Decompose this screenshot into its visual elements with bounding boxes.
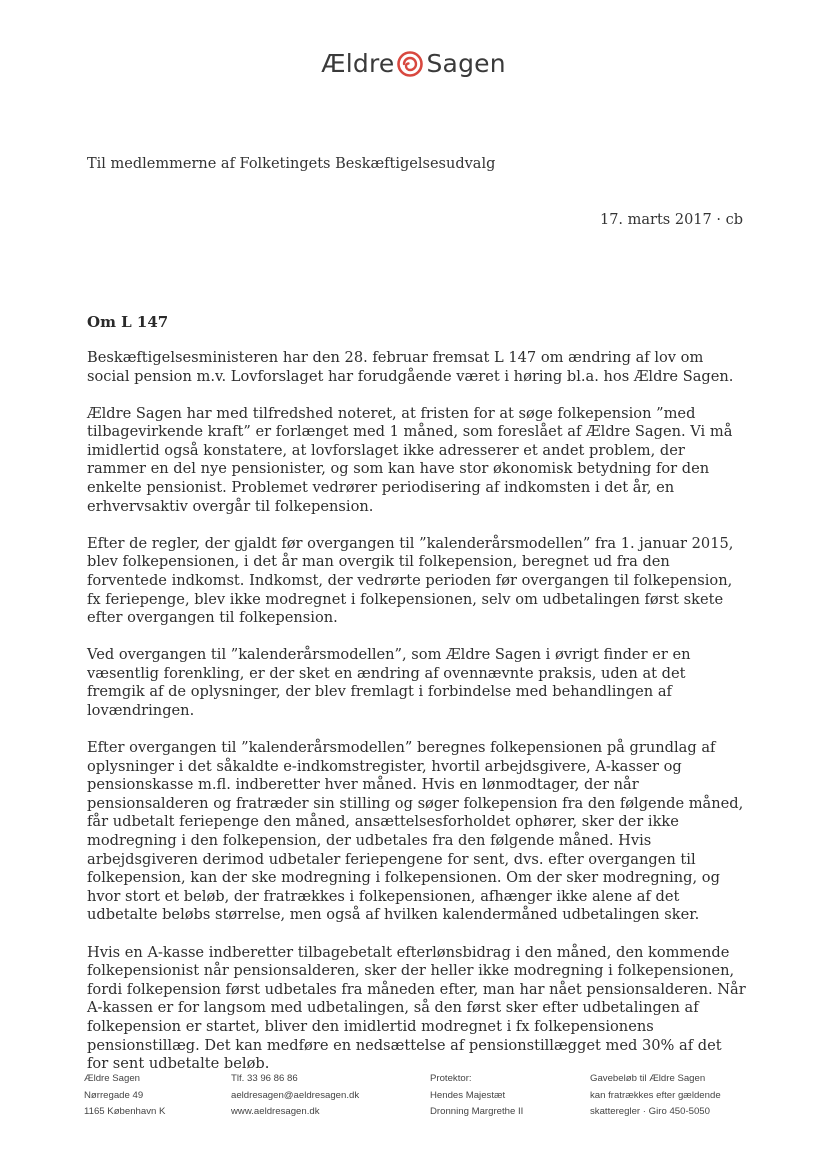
footer-contact	[231, 1071, 359, 1121]
footer-address	[84, 1071, 165, 1121]
paragraph: Efter overgangen til ”kalenderårsmodellen” beregnes folkepensionen på grundlag af oplysninger i det såkaldte e-indkomstregister, hvortil arbejdsgivere, A-kasser og pensionskasse m.fl. indberetter hver måned. Hvis en lønmodtager, der når pensionsalderen og fratræder sin stilling og søger folkepension fra den følgende måned, får udbetalt feriepenge den måned, ansættelsesforholdet ophører, sker der ikke modregning i den folkepension, der udbetales fra den følgende måned. Hvis arbejdsgiveren derimod udbetaler feriepengene for sent, dvs. efter overgangen til folkepension, kan der ske modregning i folkepensionen. Om der sker modregning, og hvor stort et beløb, der fratrækkes i folkepensionen, afhænger ikke alene af det udbetalte beløbs størrelse, men også af hvilken kalendermåned udbetalingen sker.	[87, 739, 744, 924]
footer-line: Ældre Sagen	[84, 1073, 140, 1084]
footer-email-link[interactable]: aeldresagen@aeldresagen.dk	[231, 1089, 360, 1101]
paragraph: Beskæftigelsesministeren har den 28. februar fremsat L 147 om ændring af lov om social pension m.v. Lovforslaget har forudgående været i høring bl.a. hos Ældre Sagen.	[87, 349, 734, 385]
logo-text-right: Sagen	[426, 49, 506, 78]
footer-line: Protektor:	[430, 1073, 472, 1084]
footer-line: Hendes Majestæt	[430, 1089, 506, 1101]
paragraph: Ældre Sagen har med tilfredshed noteret, at fristen for at søge folkepension ”med tilbagevirkende kraft” er forlænget med 1 måned, som foreslået af Ældre Sagen. Vi må imidlertid også konstatere, at lovforslaget ikke adresserer et andet problem, der rammer en del nye pensionister, og som kan have stor økonomisk betydning for den enkelte pensionist. Problemet vedrører periodisering af indkomsten i det år, en erhvervsaktiv overgår til folkepension.	[87, 404, 733, 515]
footer-line: skatteregler · Giro 450-5050	[590, 1106, 710, 1117]
footer-line: Gavebeløb til Ældre Sagen	[590, 1073, 706, 1084]
paragraph: Hvis en A-kasse indberetter tilbagebetalt efterlønsbidrag i den måned, den kommende folkepensionist når pensionsalderen, sker der heller ikke modregning i folkepensionen, fordi folkepension først udbetales fra måneden efter, man har nået pensionsalderen. Når A-kassen er for langsom med udbetalingen, så den først sker efter udbetalingen af folkepension er startet, bliver den imidlertid modregnet i fx folkepensionens pensionstillæg. Det kan medføre en nedsættelse af pensionstillægget med 30% af det for sent udbetalte beløb.	[87, 943, 746, 1073]
footer-phone: Tlf. 33 96 86 86	[231, 1073, 298, 1084]
footer-line: 1165 København K	[84, 1106, 166, 1117]
paragraph: Ved overgangen til ”kalenderårsmodellen”, som Ældre Sagen i øvrigt finder er en væsentlig forenkling, er der sket en ændring af ovennævnte praksis, uden at det fremgik af de oplysninger, der blev fremlagt i forbindelse med behandlingen af lovændringen.	[87, 646, 691, 719]
footer-line: kan fratrækkes efter gældende	[590, 1089, 721, 1101]
footer-website-link[interactable]: www.aeldresagen.dk	[231, 1106, 320, 1117]
letter-date: 17. marts 2017 · cb	[599, 212, 743, 228]
footer-line: Nørregade 49	[84, 1089, 144, 1101]
letter-body	[87, 349, 747, 1092]
footer-donation	[590, 1071, 721, 1121]
spiral-logo-icon	[397, 51, 423, 77]
letter-title: Om L 147	[87, 313, 169, 331]
addressee: Til medlemmerne af Folketingets Beskæftigelsesudvalg	[87, 156, 496, 172]
logo-text-left: Ældre	[321, 49, 395, 78]
aeldre-sagen-logo	[0, 49, 827, 78]
paragraph: Efter de regler, der gjaldt før overgangen til ”kalenderårsmodellen” fra 1. januar 2015, blev folkepensionen, i det år man overgik til folkepension, beregnet ud fra den forventede indkomst. Indkomst, der vedrørte perioden før overgangen til folkepension, fx feriepenge, blev ikke modregnet i folkepensionen, selv om udbetalingen først skete efter overgangen til folkepension.	[87, 534, 734, 627]
footer-protector	[430, 1071, 523, 1121]
footer-line: Dronning Margrethe II	[430, 1106, 524, 1117]
